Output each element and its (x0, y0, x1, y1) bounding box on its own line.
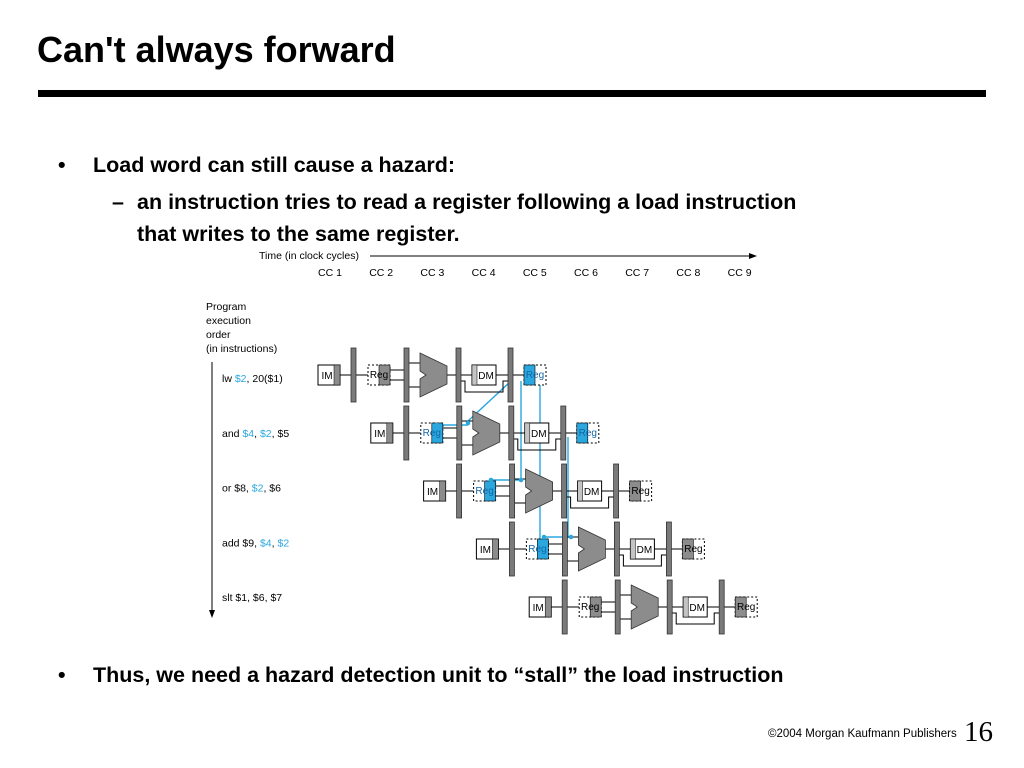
pipeline-register (614, 522, 619, 576)
data-memory-shading (630, 539, 635, 559)
register-file-write-label: Reg (737, 602, 756, 613)
pipeline-register (562, 522, 567, 576)
pipeline-register (562, 580, 567, 634)
bullet-marker: • (58, 663, 66, 687)
instruction-text: , 20($1) (246, 373, 283, 385)
slide-title: Can't always forward (37, 29, 396, 70)
execution-order-label: Program (206, 301, 247, 313)
bullet-text: Load word can still cause a hazard: (93, 153, 456, 177)
forwarding-dot (489, 478, 494, 483)
pipeline-register (509, 522, 514, 576)
execution-order-label: order (206, 329, 231, 341)
clock-cycle-label: CC 8 (676, 267, 701, 279)
register-file-read-label: Reg (528, 544, 547, 555)
instruction-memory-label: IM (374, 429, 386, 440)
data-memory-shading (472, 365, 477, 385)
clock-cycle-label: CC 2 (369, 267, 394, 279)
data-memory-shading (683, 597, 688, 617)
page-number: 16 (964, 716, 993, 748)
instruction-text: , (254, 427, 260, 440)
register-file-read-label: Reg (369, 370, 389, 381)
instruction-memory-shading (387, 423, 393, 443)
forwarding-dot (519, 478, 524, 483)
pipeline-register (667, 580, 672, 634)
pipeline-register (456, 348, 461, 402)
clock-cycle-label: CC 7 (625, 267, 650, 279)
dependent-register-operand: $2 (251, 482, 264, 495)
pipeline-row (222, 522, 704, 576)
forwarding-dot (435, 423, 440, 428)
data-memory-shading (578, 481, 583, 501)
pipeline-register (615, 580, 620, 634)
pipeline-register (510, 464, 515, 518)
alu (473, 411, 500, 455)
forwarding-dot (542, 535, 547, 540)
clock-cycle-label: CC 3 (420, 267, 445, 279)
clock-cycle-label: CC 5 (522, 267, 547, 279)
forwarding-dot (466, 421, 471, 426)
dependent-register-operand: $4 (242, 427, 255, 440)
alu (631, 585, 658, 629)
pipeline-register (457, 464, 462, 518)
clock-cycle-label: CC 1 (318, 267, 342, 279)
register-file-write-label: Reg (684, 544, 703, 555)
instruction-memory-label: IM (532, 603, 544, 614)
instruction-text: , $6 (263, 482, 281, 495)
instruction-text: or $8, (222, 482, 252, 495)
instruction-text: , $5 (271, 427, 290, 440)
sub-bullet-text-line-2: that writes to the same register. (137, 222, 460, 246)
instruction-label (222, 483, 281, 495)
sub-bullet-marker: – (112, 190, 124, 214)
execution-order-label: (in instructions) (206, 343, 278, 355)
instruction-label (222, 537, 289, 549)
time-axis-arrowhead (749, 253, 757, 259)
dependent-register-operand: $4 (259, 537, 272, 550)
instruction-label (222, 428, 289, 440)
register-file-write-label: Reg (631, 486, 650, 497)
time-axis-label: Time (in clock cycles) (259, 250, 359, 262)
instruction-label (222, 592, 282, 604)
pipeline-register (666, 522, 671, 576)
instruction-memory-label: IM (479, 545, 491, 556)
data-memory-label: DM (636, 545, 653, 556)
alu (526, 469, 553, 513)
alu (578, 527, 605, 571)
register-file-read-label: Reg (475, 486, 494, 497)
pipeline-row (222, 580, 757, 634)
register-file-write-label: Reg (578, 428, 597, 439)
clock-cycle-label: CC 4 (471, 267, 496, 279)
instruction-text: slt $1, $6, $7 (222, 592, 283, 605)
instruction-memory-shading (334, 365, 340, 385)
execution-order-label: execution (206, 315, 251, 327)
instruction-text: and (222, 427, 243, 440)
pipeline-register (561, 406, 566, 460)
register-file-read-label: Reg (422, 428, 441, 439)
data-memory-label: DM (531, 429, 547, 440)
data-memory-label: DM (689, 603, 705, 614)
bullet-marker: • (58, 153, 66, 177)
instruction-label (222, 373, 283, 385)
instruction-memory-label: IM (321, 371, 333, 382)
pipeline-register (457, 406, 462, 460)
pipeline-register (509, 406, 514, 460)
pipeline-register (719, 580, 724, 634)
instruction-memory-shading (492, 539, 498, 559)
register-file-read-label: Reg (581, 602, 600, 613)
pipeline-row (222, 464, 652, 518)
alu (420, 353, 447, 397)
pipeline-row (222, 406, 599, 460)
instruction-text: , (271, 537, 278, 550)
instruction-text: add $9, (222, 537, 260, 550)
data-memory-label: DM (583, 487, 600, 498)
pipeline-register (404, 406, 409, 460)
forwarding-dot (569, 535, 574, 540)
copyright-notice: ©2004 Morgan Kaufmann Publishers (768, 728, 957, 740)
data-memory-shading (525, 423, 530, 443)
pipeline-register (562, 464, 567, 518)
clock-cycle-label: CC 9 (727, 267, 752, 279)
dependent-register-operand: $2 (277, 537, 290, 550)
data-memory-label: DM (478, 371, 494, 382)
register-file-write-label: Reg (525, 370, 545, 381)
sub-bullet-text-line-1: an instruction tries to read a register following a load instruction (137, 190, 797, 214)
pipeline-register (351, 348, 356, 402)
dependent-register-operand: $2 (259, 427, 272, 440)
instruction-memory-shading (440, 481, 446, 501)
pipeline-register (404, 348, 409, 402)
clock-cycle-label: CC 6 (574, 267, 598, 279)
instruction-memory-label: IM (427, 487, 439, 498)
dependent-register-operand: $2 (234, 373, 247, 385)
pipeline-register (614, 464, 619, 518)
pipeline-register (508, 348, 513, 402)
instruction-memory-shading (545, 597, 551, 617)
instruction-text: lw (222, 373, 235, 385)
execution-order-arrowhead (209, 610, 215, 618)
bullet-text: Thus, we need a hazard detection unit to “stall” the load instruction (93, 663, 784, 687)
